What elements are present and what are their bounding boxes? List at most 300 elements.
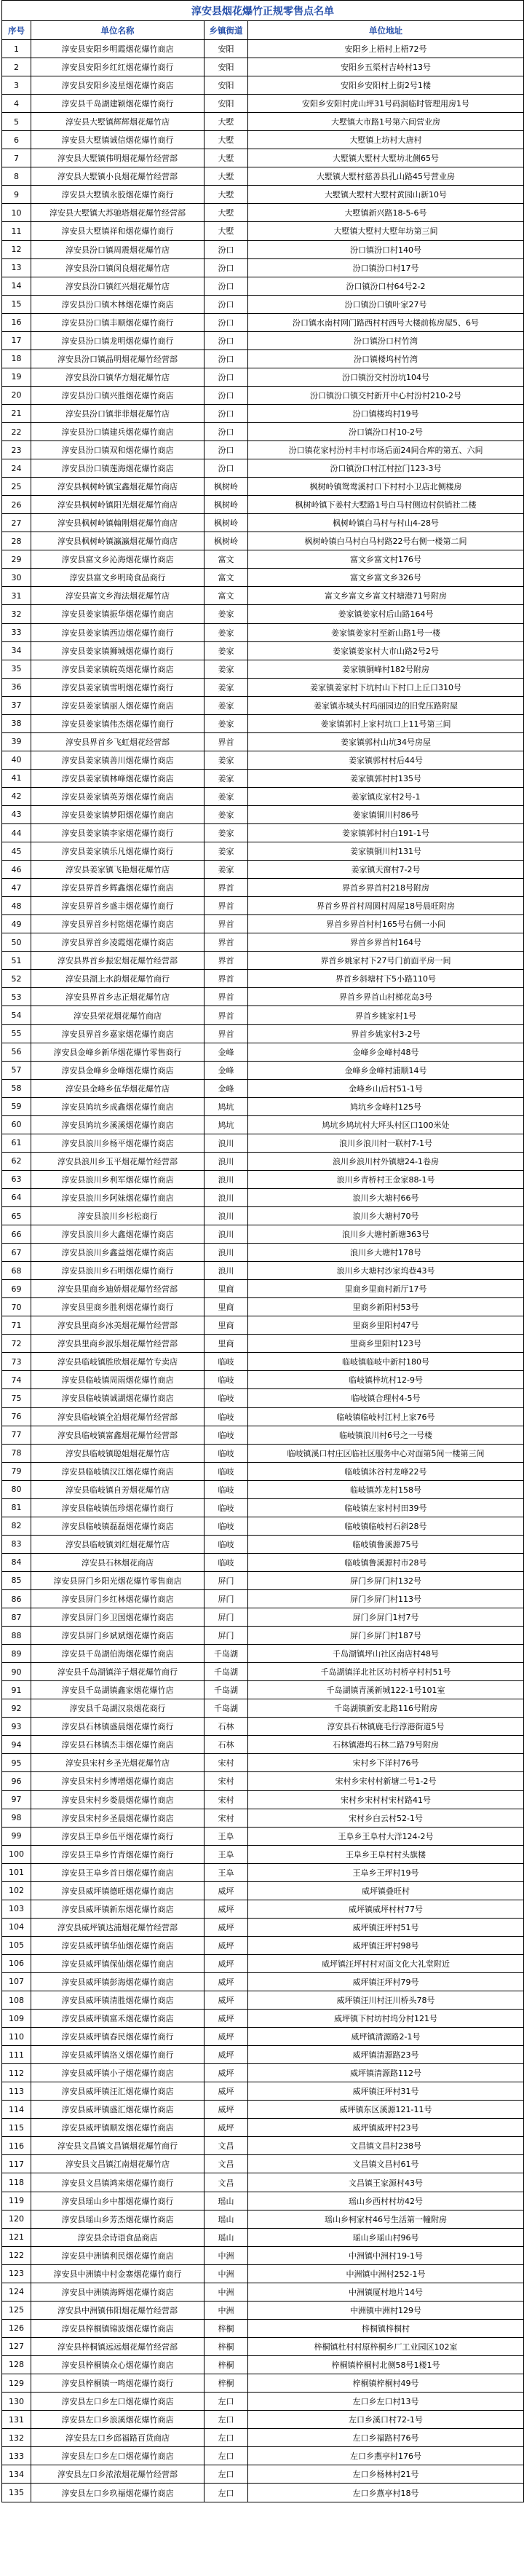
- row-seq: 84: [2, 1554, 31, 1571]
- table-row: [2, 1973, 523, 1991]
- row-town: 界首: [205, 933, 248, 951]
- row-name: 淳安县临岐镇磊磊烟花爆竹商店: [31, 1517, 205, 1535]
- table-row: [2, 1225, 523, 1244]
- row-seq: 126: [2, 2320, 31, 2337]
- row-seq: 18: [2, 350, 31, 368]
- row-address: 汾口镇汾口村竹湾: [354, 336, 418, 346]
- row-seq: 116: [2, 2137, 31, 2154]
- table-row: [2, 1536, 523, 1554]
- row-address: 姜家镇郭村上家村坑口上11号第三间: [320, 719, 451, 729]
- row-address: 威坪镇清源路2-1号: [351, 2032, 421, 2042]
- row-seq: 29: [2, 550, 31, 568]
- table-row: [2, 1846, 523, 1864]
- table-row: [2, 1499, 523, 1517]
- row-seq: 17: [2, 332, 31, 349]
- row-name: 淳安县浪川乡石明烟花爆竹商行: [31, 1262, 205, 1279]
- row-address: 界首乡姚家村1号: [355, 1011, 416, 1021]
- table-row: [2, 1335, 523, 1353]
- table-row: [2, 2173, 523, 2192]
- row-address: 临岐镇临岐村江村上家76号: [336, 1412, 435, 1422]
- row-name: 淳安县王阜乡竹青烟花爆竹商行: [31, 1846, 205, 1863]
- row-address: 安阳乡五渠村吉岭村13号: [341, 63, 431, 73]
- row-name: 淳安县左口乡左口烟花爆竹商店: [31, 2393, 205, 2410]
- table-row: [2, 441, 523, 459]
- table-row: [2, 368, 523, 387]
- table-row: [2, 970, 523, 988]
- row-seq: 34: [2, 642, 31, 660]
- row-address: 安阳乡安阳村虎山坪31号码洞临时管理用房1号: [302, 99, 469, 109]
- row-address: 王阜乡王阜村村头旗楼: [346, 1849, 426, 1860]
- row-address: 千岛湖镇坪山社区南店村48号: [333, 1649, 439, 1659]
- row-town: 汾口: [205, 277, 248, 295]
- row-town: 中洲: [205, 2283, 248, 2301]
- row-seq: 12: [2, 241, 31, 258]
- row-town: 威坪: [205, 1919, 248, 1936]
- row-name: 淳安县临岐镇自芳烟花爆竹店: [31, 1481, 205, 1498]
- row-address: 安阳乡上梧村上梧72号: [344, 44, 427, 55]
- row-town: 富文: [205, 569, 248, 586]
- row-address: 姜家镇郭村山坑34号房屋: [341, 737, 431, 747]
- row-address: 汾口镇汾交村汾坑104号: [342, 372, 429, 382]
- row-address: 姜家镇郭村村135号: [350, 773, 421, 783]
- row-name: 淳安县汾口镇晶明烟花爆竹经营部: [31, 350, 205, 368]
- row-address: 临岐镇临岐中新村180号: [342, 1357, 429, 1367]
- row-town: 王阜: [205, 1828, 248, 1845]
- row-town: 临岐: [205, 1353, 248, 1370]
- row-address: 中洲镇中洲村252-1号: [346, 2269, 426, 2279]
- row-address: 姜家镇天窗村7-2号: [351, 865, 421, 875]
- row-town: 临岐: [205, 1517, 248, 1535]
- row-address: 汾口镇汾口镇交村新开中心村汾村210-2号: [310, 390, 461, 400]
- row-address: 浪川乡浪川村外镇塘24-1卷房: [333, 1156, 439, 1166]
- row-seq: 78: [2, 1445, 31, 1462]
- row-seq: 38: [2, 715, 31, 732]
- row-address: 大墅镇大市路1号第六间营业房: [331, 117, 440, 127]
- table-row: [2, 2046, 523, 2064]
- row-name: 淳安县安阳乡凌星烟花爆竹商店: [31, 76, 205, 94]
- row-town: 汾口: [205, 423, 248, 440]
- table-row: [2, 1098, 523, 1116]
- row-name: 淳安县汾口镇龙明烟花爆竹商行: [31, 332, 205, 349]
- row-name: 淳安县姜家镇林峰烟花爆竹商店: [31, 770, 205, 787]
- row-seq: 123: [2, 2265, 31, 2283]
- row-town: 安阳: [205, 58, 248, 76]
- row-seq: 118: [2, 2173, 31, 2191]
- table-row: [2, 186, 523, 204]
- row-name: 淳安县威坪镇彭海烟花爆竹商店: [31, 1973, 205, 1991]
- table-row: [2, 1590, 523, 1608]
- row-name: 淳安县威坪镇新东烟花爆竹商店: [31, 1900, 205, 1918]
- row-address: 威坪镇汪坪村村对面文化大礼堂附近: [322, 1959, 450, 1969]
- row-address: 屏门乡屏门村113号: [350, 1595, 421, 1604]
- row-name: 淳安县里商乡淑乐烟花爆竹经营部: [31, 1335, 205, 1352]
- row-name: 淳安县屏门乡斌斌烟花爆竹商店: [31, 1627, 205, 1644]
- row-seq: 58: [2, 1080, 31, 1097]
- table-row: [2, 660, 523, 679]
- table-row: [2, 806, 523, 824]
- row-address: 里商乡里阳村47号: [352, 1321, 419, 1331]
- row-address: 宋村乡宋村村宋村路41号: [341, 1795, 431, 1805]
- row-town: 姜家: [205, 679, 248, 696]
- row-address: 文昌镇文昌村61号: [352, 2160, 419, 2170]
- row-name: 淳安县汾口镇莲海烟花爆竹商店: [31, 459, 205, 477]
- row-address: 宋村乡下洋村76号: [352, 1758, 419, 1769]
- row-name: 淳安县临岐镇聪姐烟花爆竹店: [31, 1445, 205, 1462]
- row-town: 浪川: [205, 1171, 248, 1188]
- table-row: [2, 915, 523, 933]
- row-town: 姜家: [205, 697, 248, 714]
- row-seq: 28: [2, 532, 31, 550]
- row-address: 临岐镇左家村村田39号: [344, 1503, 427, 1513]
- row-seq: 16: [2, 314, 31, 331]
- row-address: 姜家镇姜家村至新山路1号一楼: [331, 628, 440, 638]
- row-town: 威坪: [205, 2101, 248, 2118]
- row-town: 富文: [205, 587, 248, 604]
- row-name: 淳安县枫树岭镇瀛瀛烟花爆竹商店: [31, 532, 205, 550]
- table-row: [2, 277, 523, 296]
- table-row: [2, 241, 523, 259]
- row-name: 淳安县姜家镇英芳烟花爆竹商店: [31, 788, 205, 805]
- row-town: 汾口: [205, 350, 248, 368]
- row-address: 汾口镇水南村网门路西村村西号大楼前栋房屋5、6号: [293, 317, 479, 328]
- row-seq: 75: [2, 1389, 31, 1407]
- row-name: 淳安县威坪镇春民烟花爆竹商行: [31, 2028, 205, 2045]
- row-seq: 6: [2, 131, 31, 149]
- table-row: [2, 1207, 523, 1225]
- row-seq: 108: [2, 1991, 31, 2009]
- table-row: [2, 788, 523, 806]
- row-town: 金峰: [205, 1080, 248, 1097]
- row-town: 王阜: [205, 1864, 248, 1881]
- row-seq: 62: [2, 1153, 31, 1170]
- row-address: 金峰乡金峰村浦顺14号: [344, 1065, 427, 1075]
- row-address: 汾口镇汾口村17号: [352, 263, 419, 273]
- row-town: 宋村: [205, 1809, 248, 1827]
- row-address: 临岐镇合理村4-5号: [351, 1394, 421, 1404]
- row-town: 文昌: [205, 2137, 248, 2154]
- row-town: 浪川: [205, 1207, 248, 1225]
- row-name: 淳安县临岐镇伍珍烟花爆竹商行: [31, 1499, 205, 1517]
- row-seq: 91: [2, 1681, 31, 1699]
- table-row: [2, 550, 523, 569]
- row-name: 淳安县浪川乡杉松商行: [31, 1207, 205, 1225]
- row-address: 界首乡界首村164号: [350, 938, 421, 948]
- table-row: [2, 569, 523, 587]
- row-town: 界首: [205, 897, 248, 914]
- row-address: 瑶山乡柯家村46号生活第一幢附房: [325, 2214, 447, 2224]
- table-row: [2, 2338, 523, 2356]
- table-row: [2, 605, 523, 623]
- row-name: 淳安县左口乡邱福路百货商店: [31, 2429, 205, 2446]
- row-town: 千岛湖: [205, 1681, 248, 1699]
- row-seq: 13: [2, 259, 31, 277]
- row-address: 临岐镇浪川村6号之一号楼: [339, 1430, 432, 1440]
- row-seq: 57: [2, 1062, 31, 1079]
- row-town: 左口: [205, 2484, 248, 2502]
- row-address: 汾口镇汾口村江村拉门123-3号: [330, 464, 442, 474]
- row-seq: 59: [2, 1098, 31, 1115]
- row-name: 淳安县临岐镇汉江烟花爆竹商店: [31, 1463, 205, 1480]
- table-row: [2, 2374, 523, 2393]
- row-town: 枫树岭: [205, 532, 248, 550]
- row-address: 左口乡杨林村21号: [352, 2470, 419, 2480]
- table-row: [2, 770, 523, 788]
- row-address: 里商乡新阳村53号: [352, 1303, 419, 1313]
- row-name: 淳安县左口乡左口烟花爆竹商店: [31, 2447, 205, 2465]
- row-name: 淳安县汾口镇红兴烟花爆竹店: [31, 277, 205, 295]
- table-row: [2, 2429, 523, 2447]
- row-name: 淳安县安阳乡明霞烟花爆竹商店: [31, 40, 205, 58]
- row-name: 淳安县威坪镇盛汇烟花爆竹商店: [31, 2101, 205, 2118]
- row-town: 界首: [205, 733, 248, 751]
- table-row: [2, 2447, 523, 2465]
- table-body: [2, 40, 523, 2502]
- row-seq: 81: [2, 1499, 31, 1517]
- row-name: 淳安县中洲镇海辉烟花爆竹商店: [31, 2283, 205, 2301]
- row-name: 淳安县梓桐镇一鸣烟花爆竹商行: [31, 2374, 205, 2392]
- row-address: 左口乡燕亭村176号: [350, 2451, 421, 2462]
- table-row: [2, 423, 523, 441]
- row-town: 浪川: [205, 1153, 248, 1170]
- table-row: [2, 2028, 523, 2046]
- row-seq: 61: [2, 1134, 31, 1152]
- row-town: 宋村: [205, 1791, 248, 1809]
- row-address: 安阳乡安阳村上街2号1楼: [341, 81, 431, 91]
- row-town: 安阳: [205, 95, 248, 112]
- row-seq: 1: [2, 40, 31, 58]
- table-row: [2, 113, 523, 131]
- row-address: 左口乡左口村13号: [352, 2397, 419, 2407]
- row-seq: 79: [2, 1463, 31, 1480]
- row-name: 淳安县威坪镇清胜烟花爆竹商店: [31, 1991, 205, 2009]
- row-address: 宋村乡宋村村新塘二号1-2号: [335, 1777, 437, 1787]
- row-town: 里商: [205, 1335, 248, 1352]
- row-address: 姜家镇皮家村2号-1: [351, 791, 421, 802]
- row-town: 安阳: [205, 40, 248, 58]
- row-address: 里商乡里阳村123号: [350, 1339, 421, 1349]
- table-row: [2, 1937, 523, 1955]
- row-seq: 39: [2, 733, 31, 751]
- row-address: 汾口镇汾口镇叶家27号: [344, 299, 427, 309]
- row-seq: 48: [2, 897, 31, 914]
- row-seq: 87: [2, 1608, 31, 1626]
- row-town: 枫树岭: [205, 514, 248, 532]
- row-address: 威坪镇威坪村23号: [352, 2123, 419, 2133]
- row-town: 左口: [205, 2411, 248, 2428]
- row-town: 姜家: [205, 660, 248, 678]
- row-name: 淳安县浪川乡大鑫烟花爆竹商店: [31, 1225, 205, 1243]
- row-town: 大墅: [205, 131, 248, 149]
- row-seq: 135: [2, 2484, 31, 2502]
- row-name: 淳安县梓桐镇众心烟花爆竹商店: [31, 2356, 205, 2374]
- table-row: [2, 2155, 523, 2173]
- row-town: 大墅: [205, 204, 248, 221]
- row-town: 汾口: [205, 259, 248, 277]
- row-address: 姜家镇郭村村后44号: [349, 755, 423, 765]
- row-name: 淳安县姜家镇丽人烟花爆竹商店: [31, 697, 205, 714]
- row-address: 姜家镇姜家村后山路164号: [338, 609, 434, 620]
- row-name: 淳安县里商乡胜利烟花爆竹商行: [31, 1298, 205, 1316]
- row-town: 瑶山: [205, 2192, 248, 2210]
- row-name: 淳安县汾口镇菲菲烟花爆竹店: [31, 405, 205, 422]
- row-seq: 95: [2, 1754, 31, 1771]
- row-seq: 88: [2, 1627, 31, 1644]
- row-seq: 86: [2, 1590, 31, 1608]
- row-name: 淳安县石林镇盛晨烟花爆竹商行: [31, 1718, 205, 1735]
- row-seq: 120: [2, 2210, 31, 2228]
- row-address: 大墅镇上坊村大唐村: [349, 135, 422, 146]
- row-name: 淳安县荣花烟花爆竹商店: [31, 1006, 205, 1024]
- row-address: 汾口镇楼坞村19号: [352, 408, 419, 419]
- table-row: [2, 2064, 523, 2082]
- row-address: 浪川乡青桥村王金家88-1号: [336, 1174, 435, 1185]
- row-name: 淳安县威坪镇汪汇烟花爆竹商店: [31, 2082, 205, 2100]
- row-name: 淳安县文昌镇鸿来烟花爆竹商行: [31, 2173, 205, 2191]
- table-row: [2, 2283, 523, 2302]
- row-seq: 127: [2, 2338, 31, 2355]
- row-seq: 33: [2, 624, 31, 641]
- row-seq: 20: [2, 387, 31, 404]
- row-town: 千岛湖: [205, 1645, 248, 1662]
- row-name: 淳安县文昌镇江南烟花爆竹店: [31, 2155, 205, 2173]
- row-town: 姜家: [205, 824, 248, 842]
- row-name: 淳安县姜家镇飞艳烟花爆竹店: [31, 861, 205, 878]
- row-address: 王阜乡王阜村大洋124-2号: [338, 1831, 434, 1841]
- table-row: [2, 2137, 523, 2155]
- row-name: 淳安县中洲镇利民烟花爆竹商店: [31, 2247, 205, 2264]
- row-name: 淳安县鸠坑乡成鑫烟花爆竹商店: [31, 1098, 205, 1115]
- row-town: 屏门: [205, 1608, 248, 1626]
- row-town: 千岛湖: [205, 1699, 248, 1717]
- row-address: 浪川乡浪川村一联村7-1号: [339, 1138, 432, 1148]
- row-seq: 7: [2, 149, 31, 167]
- table-row: [2, 1171, 523, 1189]
- row-address: 富文乡富文村176号: [350, 555, 421, 565]
- row-seq: 52: [2, 970, 31, 987]
- row-address: 富文乡富文乡326号: [350, 573, 421, 583]
- table-row: [2, 2101, 523, 2119]
- row-name: 淳安县屏门乡阳光烟花爆竹零售商店: [31, 1572, 205, 1589]
- row-town: 姜家: [205, 605, 248, 623]
- row-town: 汾口: [205, 314, 248, 331]
- row-name: 淳安县里商乡迪娇烟花爆竹经营部: [31, 1280, 205, 1297]
- row-seq: 92: [2, 1699, 31, 1717]
- row-name: 淳安县金峰乡金峰烟花爆竹商店: [31, 1062, 205, 1079]
- table-row: [2, 1134, 523, 1153]
- row-seq: 46: [2, 861, 31, 878]
- row-address: 姜家镇铜川村131号: [350, 847, 421, 857]
- row-name: 淳安县余诗语食品商店: [31, 2229, 205, 2246]
- row-name: 淳安县界首乡村铭烟花爆竹商店: [31, 915, 205, 933]
- table-row: [2, 1900, 523, 1919]
- row-town: 里商: [205, 1280, 248, 1297]
- row-address: 汾口镇汾口村10-2号: [349, 427, 423, 437]
- table-row: [2, 1262, 523, 1280]
- row-seq: 44: [2, 824, 31, 842]
- row-seq: 67: [2, 1244, 31, 1261]
- table-row: [2, 1791, 523, 1809]
- table-row: [2, 1463, 523, 1481]
- row-seq: 93: [2, 1718, 31, 1735]
- row-town: 大墅: [205, 149, 248, 167]
- row-name: 淳安县宋村乡博增烟花爆竹商店: [31, 1772, 205, 1790]
- row-seq: 89: [2, 1645, 31, 1662]
- row-address: 汾口镇汾口村64号2-2: [346, 281, 426, 291]
- row-address: 枫树岭镇下姜村大墅路1号白马村侧边村供销社二楼: [295, 500, 477, 510]
- table-row: [2, 1006, 523, 1024]
- row-town: 界首: [205, 915, 248, 933]
- row-name: 淳安县界首乡振宏烟花爆竹经营部: [31, 952, 205, 969]
- row-address: 临岐镇梓坑村12-9号: [349, 1375, 423, 1386]
- row-town: 梓桐: [205, 2356, 248, 2374]
- row-town: 瑶山: [205, 2210, 248, 2228]
- table-title-row: [2, 0, 523, 21]
- row-town: 屏门: [205, 1572, 248, 1589]
- row-seq: 106: [2, 1955, 31, 1972]
- row-town: 浪川: [205, 1262, 248, 1279]
- row-town: 王阜: [205, 1846, 248, 1863]
- row-town: 里商: [205, 1316, 248, 1334]
- table-row: [2, 514, 523, 532]
- table-row: [2, 1663, 523, 1681]
- table-row: [2, 2411, 523, 2429]
- row-seq: 113: [2, 2082, 31, 2100]
- table-row: [2, 1955, 523, 1973]
- row-name: 淳安县中洲镇中村金寨烟花爆竹商行: [31, 2265, 205, 2283]
- row-town: 汾口: [205, 387, 248, 404]
- row-address: 瑶山乡西村村坊42号: [349, 2196, 423, 2206]
- row-seq: 15: [2, 296, 31, 313]
- row-town: 屏门: [205, 1590, 248, 1608]
- table-row: [2, 2229, 523, 2247]
- table-row: [2, 1627, 523, 1645]
- table-row: [2, 2320, 523, 2338]
- table-row: [2, 715, 523, 733]
- header-town: 乡镇街道: [205, 21, 248, 39]
- row-seq: 74: [2, 1371, 31, 1388]
- row-town: 姜家: [205, 770, 248, 787]
- row-town: 汾口: [205, 368, 248, 386]
- table-row: [2, 1280, 523, 1298]
- table-row: [2, 1244, 523, 1262]
- table-row: [2, 1189, 523, 1207]
- table-row: [2, 204, 523, 222]
- row-seq: 97: [2, 1791, 31, 1809]
- row-address: 威坪镇下村坊村坞分村121号: [334, 2014, 437, 2024]
- row-town: 金峰: [205, 1062, 248, 1079]
- row-town: 威坪: [205, 2010, 248, 2027]
- table-row: [2, 879, 523, 897]
- row-name: 淳安县王阜乡伍平烟花爆竹商行: [31, 1828, 205, 1845]
- row-town: 界首: [205, 970, 248, 987]
- row-address: 界首乡界首村周圆村周屋18号晨旺附房: [317, 901, 455, 912]
- row-address: 汾口镇花家村汾村丰村市场后面24间合库的第五、六间: [288, 446, 483, 456]
- table-row: [2, 1353, 523, 1371]
- row-seq: 105: [2, 1937, 31, 1954]
- row-address: 左口乡溪口村72-1号: [349, 2415, 423, 2425]
- row-town: 威坪: [205, 2119, 248, 2136]
- row-address: 浪川乡大塘村178号: [350, 1248, 421, 1258]
- row-name: 淳安县界首乡辉鑫烟花爆竹商店: [31, 879, 205, 896]
- table-row: [2, 2119, 523, 2137]
- row-seq: 73: [2, 1353, 31, 1370]
- row-town: 临岐: [205, 1481, 248, 1498]
- row-town: 鸠坑: [205, 1098, 248, 1115]
- row-town: 屏门: [205, 1627, 248, 1644]
- row-seq: 132: [2, 2429, 31, 2446]
- row-address: 姜家镇姜家村下坑村山下村口上丘口310号: [310, 682, 461, 692]
- table-row: [2, 824, 523, 842]
